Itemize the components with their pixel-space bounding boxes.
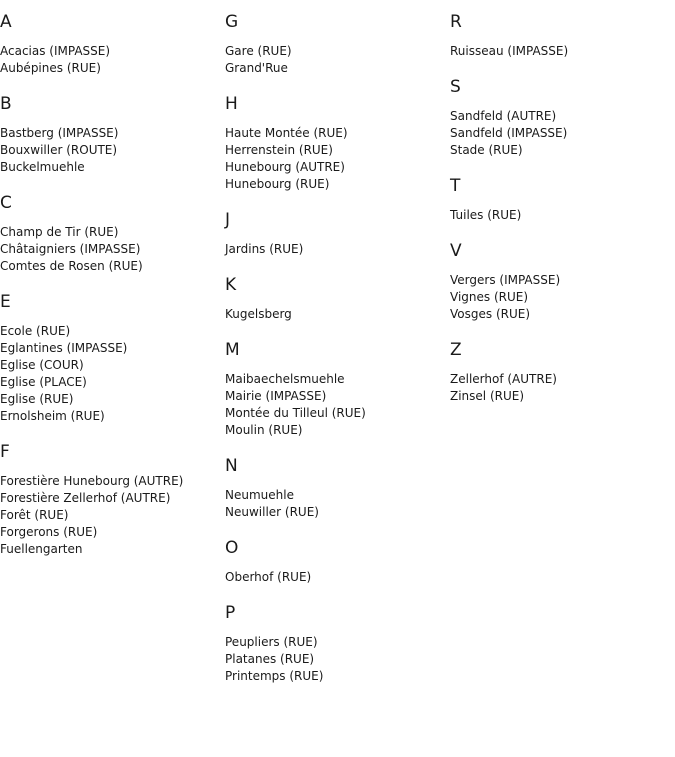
street-list <box>225 371 450 439</box>
street-link[interactable]: Bastberg (IMPASSE) <box>0 126 119 140</box>
street-link[interactable]: Vignes (RUE) <box>450 290 529 304</box>
letter-group <box>450 241 675 323</box>
list-item <box>225 306 450 323</box>
list-item <box>0 408 225 425</box>
list-item <box>450 371 675 388</box>
list-item <box>450 125 675 142</box>
street-link[interactable]: Forêt (RUE) <box>0 508 69 522</box>
street-link[interactable]: Neumuehle <box>225 488 294 502</box>
letter-heading: N <box>225 456 238 476</box>
street-link[interactable]: Forestière Zellerhof (AUTRE) <box>0 491 171 505</box>
street-link[interactable]: Gare (RUE) <box>225 44 292 58</box>
list-item <box>0 142 225 159</box>
list-item <box>0 391 225 408</box>
letter-group <box>225 12 450 77</box>
letter-group <box>0 193 225 275</box>
street-list <box>225 43 450 77</box>
letter-heading: V <box>450 241 462 261</box>
list-item <box>450 289 675 306</box>
letter-heading: G <box>225 12 239 32</box>
street-link[interactable]: Vergers (IMPASSE) <box>450 273 561 287</box>
street-link[interactable]: Comtes de Rosen (RUE) <box>0 259 143 273</box>
street-link[interactable]: Maibaechelsmuehle <box>225 372 345 386</box>
letter-heading: M <box>225 340 240 360</box>
letter-group <box>0 442 225 558</box>
list-item <box>225 43 450 60</box>
list-item <box>0 524 225 541</box>
letter-heading: F <box>0 442 10 462</box>
list-item <box>0 374 225 391</box>
street-link[interactable]: Herrenstein (RUE) <box>225 143 333 157</box>
letter-heading: J <box>225 210 231 230</box>
list-item <box>225 651 450 668</box>
street-link[interactable]: Aubépines (RUE) <box>0 61 101 75</box>
street-link[interactable]: Grand'Rue <box>225 61 288 75</box>
street-link[interactable]: Forestière Hunebourg (AUTRE) <box>0 474 184 488</box>
street-list <box>0 125 225 176</box>
list-item <box>0 323 225 340</box>
street-link[interactable]: Acacias (IMPASSE) <box>0 44 111 58</box>
street-link[interactable]: Eglantines (IMPASSE) <box>0 341 128 355</box>
letter-group <box>225 538 450 586</box>
street-link[interactable]: Neuwiller (RUE) <box>225 505 319 519</box>
street-link[interactable]: Eglise (COUR) <box>0 358 84 372</box>
street-link[interactable]: Forgerons (RUE) <box>0 525 98 539</box>
street-link[interactable]: Eglise (PLACE) <box>0 375 87 389</box>
letter-heading: O <box>225 538 239 558</box>
list-item <box>225 634 450 651</box>
list-item <box>225 504 450 521</box>
street-link[interactable]: Champ de Tir (RUE) <box>0 225 119 239</box>
letter-heading: A <box>0 12 12 32</box>
letter-group <box>0 292 225 425</box>
index-column-1 <box>0 12 225 575</box>
street-link[interactable]: Ruisseau (IMPASSE) <box>450 44 569 58</box>
street-list <box>450 207 675 224</box>
list-item <box>225 569 450 586</box>
street-list <box>0 43 225 77</box>
street-list <box>450 371 675 405</box>
letter-heading: R <box>450 12 462 32</box>
letter-group <box>225 340 450 439</box>
list-item <box>450 108 675 125</box>
list-item <box>450 388 675 405</box>
list-item <box>225 60 450 77</box>
list-item <box>0 60 225 77</box>
list-item <box>0 340 225 357</box>
list-item <box>450 43 675 60</box>
list-item <box>225 422 450 439</box>
list-item <box>450 207 675 224</box>
letter-group <box>450 77 675 159</box>
letter-heading: P <box>225 603 236 623</box>
street-list <box>0 323 225 425</box>
list-item <box>225 388 450 405</box>
letter-group <box>450 176 675 224</box>
letter-heading: E <box>0 292 11 312</box>
list-item <box>225 668 450 685</box>
list-item <box>0 473 225 490</box>
letter-group <box>450 340 675 405</box>
street-link[interactable]: Montée du Tilleul (RUE) <box>225 406 366 420</box>
letter-group <box>225 210 450 258</box>
street-list <box>0 473 225 558</box>
street-list <box>450 272 675 323</box>
street-link[interactable]: Buckelmuehle <box>0 160 85 174</box>
street-link[interactable]: Platanes (RUE) <box>225 652 315 666</box>
street-link[interactable]: Vosges (RUE) <box>450 307 531 321</box>
street-link[interactable]: Moulin (RUE) <box>225 423 303 437</box>
street-link[interactable]: Printemps (RUE) <box>225 669 324 683</box>
list-item <box>225 405 450 422</box>
list-item <box>0 125 225 142</box>
street-list <box>225 241 450 258</box>
street-link[interactable]: Ecole (RUE) <box>0 324 71 338</box>
street-link[interactable]: Ernolsheim (RUE) <box>0 409 105 423</box>
list-item <box>450 272 675 289</box>
street-link[interactable]: Hunebourg (RUE) <box>225 177 330 191</box>
street-list <box>225 569 450 586</box>
street-link[interactable]: Hunebourg (AUTRE) <box>225 160 345 174</box>
street-list <box>225 487 450 521</box>
letter-group <box>225 456 450 521</box>
street-link[interactable]: Fuellengarten <box>0 542 83 556</box>
street-link[interactable]: Zellerhof (AUTRE) <box>450 372 557 386</box>
letter-group <box>225 603 450 685</box>
letter-heading: H <box>225 94 238 114</box>
letter-group <box>450 12 675 60</box>
list-item <box>0 241 225 258</box>
list-item <box>225 371 450 388</box>
street-link[interactable]: Peupliers (RUE) <box>225 635 318 649</box>
list-item <box>0 43 225 60</box>
street-link[interactable]: Bouxwiller (ROUTE) <box>0 143 118 157</box>
street-link[interactable]: Sandfeld (IMPASSE) <box>450 126 568 140</box>
street-list <box>450 43 675 60</box>
list-item <box>225 125 450 142</box>
letter-heading: C <box>0 193 12 213</box>
street-link[interactable]: Stade (RUE) <box>450 143 523 157</box>
list-item <box>0 224 225 241</box>
list-item <box>0 258 225 275</box>
street-list <box>225 306 450 323</box>
list-item <box>0 541 225 558</box>
list-item <box>0 357 225 374</box>
letter-group <box>0 94 225 176</box>
letter-heading: Z <box>450 340 462 360</box>
street-list <box>0 224 225 275</box>
list-item <box>225 176 450 193</box>
street-index <box>0 12 675 757</box>
street-link[interactable]: Mairie (IMPASSE) <box>225 389 327 403</box>
list-item <box>225 142 450 159</box>
list-item <box>0 159 225 176</box>
street-link[interactable]: Eglise (RUE) <box>0 392 74 406</box>
list-item <box>225 487 450 504</box>
letter-heading: S <box>450 77 461 97</box>
street-list <box>450 108 675 159</box>
list-item <box>450 306 675 323</box>
index-column-2 <box>225 12 450 702</box>
list-item <box>0 507 225 524</box>
street-link[interactable]: Tuiles (RUE) <box>450 208 522 222</box>
letter-heading: K <box>225 275 237 295</box>
list-item <box>225 241 450 258</box>
street-list <box>225 634 450 685</box>
street-link[interactable]: Oberhof (RUE) <box>225 570 312 584</box>
street-link[interactable]: Haute Montée (RUE) <box>225 126 348 140</box>
letter-group <box>225 275 450 323</box>
street-link[interactable]: Châtaigniers (IMPASSE) <box>0 242 141 256</box>
letter-group <box>0 12 225 77</box>
street-link[interactable]: Kugelsberg <box>225 307 292 321</box>
street-list <box>225 125 450 193</box>
letter-heading: T <box>450 176 461 196</box>
street-link[interactable]: Sandfeld (AUTRE) <box>450 109 557 123</box>
index-column-3 <box>450 12 675 422</box>
letter-heading: B <box>0 94 12 114</box>
list-item <box>0 490 225 507</box>
street-link[interactable]: Zinsel (RUE) <box>450 389 525 403</box>
list-item <box>225 159 450 176</box>
list-item <box>450 142 675 159</box>
street-link[interactable]: Jardins (RUE) <box>225 242 304 256</box>
letter-group <box>225 94 450 193</box>
